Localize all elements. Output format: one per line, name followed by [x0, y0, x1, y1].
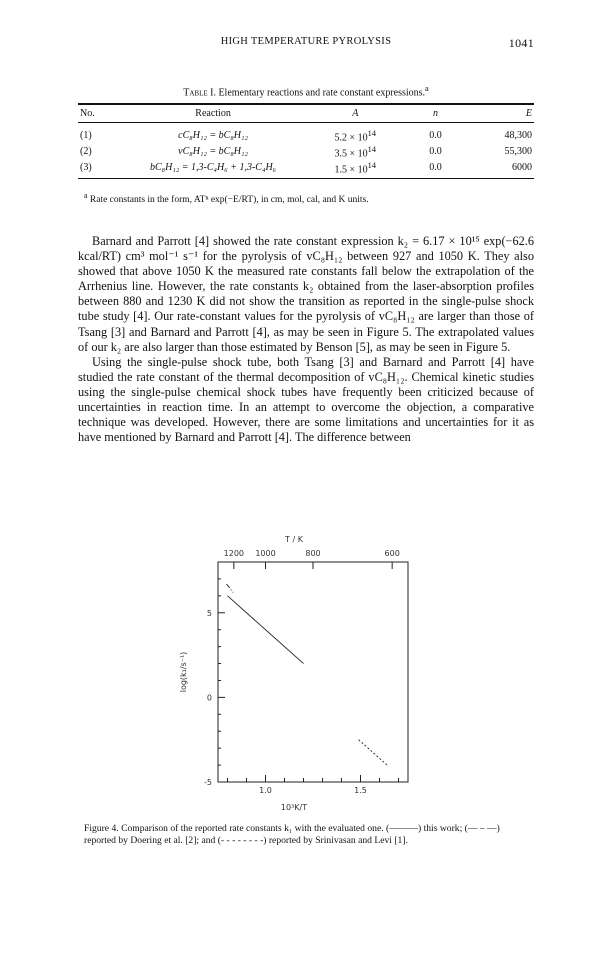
page-number: 1041 [508, 36, 534, 50]
cell-reaction: cC₈H₁₂ = bC₈H₁₂ [178, 130, 248, 142]
cell-e: 48,300 [504, 130, 532, 142]
col-header-no: No. [78, 104, 121, 123]
y-tick-label: 5 [206, 608, 212, 618]
table-header-row [78, 104, 534, 123]
paragraph: Barnard and Parrott [4] showed the rate constant expression k₂ = 6.17 × 10¹⁵ exp(−62.6 kcal/RT) cm³ mol⁻¹ s⁻¹ for the pyrolysis of vC₈H₁₂ between 927 and 1050 K. They also showed that above 1050 K the measured rate constants fall below the extrapolation of the Arrhenius line. However, the rate constants k₂ obtained from the laser-absorption profiles between 880 and 1230 K did not show the transition as reported in the single-pulse shock tube study [4]. Our rate-constant values for the pyrolysis of vC₈H₁₂ are larger than those of Tsang [3] and Barnard and Parrott [4], as may be seen in Figure 5. The extrapolated values of our k₂ are also larger than those estimated by Benson [5], as may be seen in Figure 5. [78, 234, 534, 354]
top-tick-label: 600 [384, 549, 400, 558]
cell-reaction: bC₈H₁₂ = 1,3-C₄H₆ + 1,3-C₄H₆ [121, 160, 306, 179]
series-line-dashed [359, 740, 388, 765]
figure-4-chart [160, 530, 440, 820]
table-caption-mark: a [425, 84, 429, 93]
figure-caption-text: Comparison of the reported rate constants k₁ with the evaluated one. (———) this work; (— – —) reported by Doering et al. [2]; and (- - - - - - - -) reported by Srinivasan and Levi [1]. [84, 823, 500, 846]
reactions-table [78, 103, 534, 179]
cell-no: (2) [80, 145, 92, 157]
cell-n: 0.0 [405, 160, 466, 179]
cell-a: $1.5 \times 10^{14}$ [306, 160, 405, 179]
figure-caption [84, 823, 534, 846]
top-axis-label: T / K [285, 535, 303, 544]
table-row [78, 144, 534, 160]
y-tick-label: 0 [206, 693, 212, 703]
col-header-n: n [405, 104, 466, 123]
cell-n: 0.0 [429, 130, 442, 142]
cell-a: $3.5 \times 10^{14}$ [334, 144, 376, 160]
top-tick-label: 800 [305, 549, 321, 558]
cell-no: (3) [78, 160, 121, 179]
footnote-text: Rate constants in the form, ATⁿ exp(−E/RT), in cm, mol, cal, and K units. [89, 195, 369, 206]
cell-reaction: vC₈H₁₂ = bC₈H₁₂ [178, 145, 248, 157]
footnote-mark: a [84, 191, 88, 200]
table-footnote [84, 191, 534, 205]
col-header-a: A [306, 104, 405, 123]
cell-n: 0.0 [429, 145, 442, 157]
body-text [78, 234, 534, 445]
x-axis-label: 10³K/T [280, 803, 308, 812]
cell-no: (1) [80, 130, 92, 142]
x-tick-label: 1.0 [259, 786, 272, 795]
col-header-reaction: Reaction [121, 104, 306, 123]
figure-caption-label: Figure 4. [84, 823, 119, 834]
plot-frame [218, 562, 408, 782]
table-caption-label: Table I. [183, 87, 216, 99]
table-row [78, 160, 534, 179]
table-caption-text: Elementary reactions and rate constant expressions. [218, 87, 426, 99]
cell-e: 55,300 [504, 145, 532, 157]
cell-a: $5.2 \times 10^{14}$ [334, 129, 376, 144]
table-caption [78, 84, 534, 98]
top-tick-label: 1000 [255, 549, 276, 558]
series-line-solid [228, 596, 304, 664]
y-tick-label: -5 [204, 778, 212, 787]
y-axis-label: log(k₁/s⁻¹) [179, 651, 188, 693]
paragraph: Using the single-pulse shock tube, both Tsang [3] and Barnard and Parrott [4] have studied the rate constant of the thermal decomposition of vC₈H₁₂. Chemical kinetic studies using the single-pulse chemical shock tubes have frequently been criticized because of uncertainties in reaction time. In an attempt to overcome the objection, a comparative technique was developed. However, there are some limitations and uncertainties for it as have mentioned by Barnard and Parrott [4]. The difference between [78, 354, 534, 445]
series-layer [227, 584, 388, 765]
axis-ticks [204, 579, 398, 795]
col-header-e: E [466, 104, 534, 123]
running-head [78, 36, 534, 50]
x-tick-label: 1.5 [354, 786, 367, 795]
top-tick-label: 1200 [223, 549, 245, 558]
running-title: HIGH TEMPERATURE PYROLYSIS [220, 36, 392, 47]
cell-e: 6000 [466, 160, 534, 179]
table-row [78, 123, 534, 144]
series-line-dash-dot [227, 584, 234, 592]
top-axis-ticks [224, 549, 400, 569]
